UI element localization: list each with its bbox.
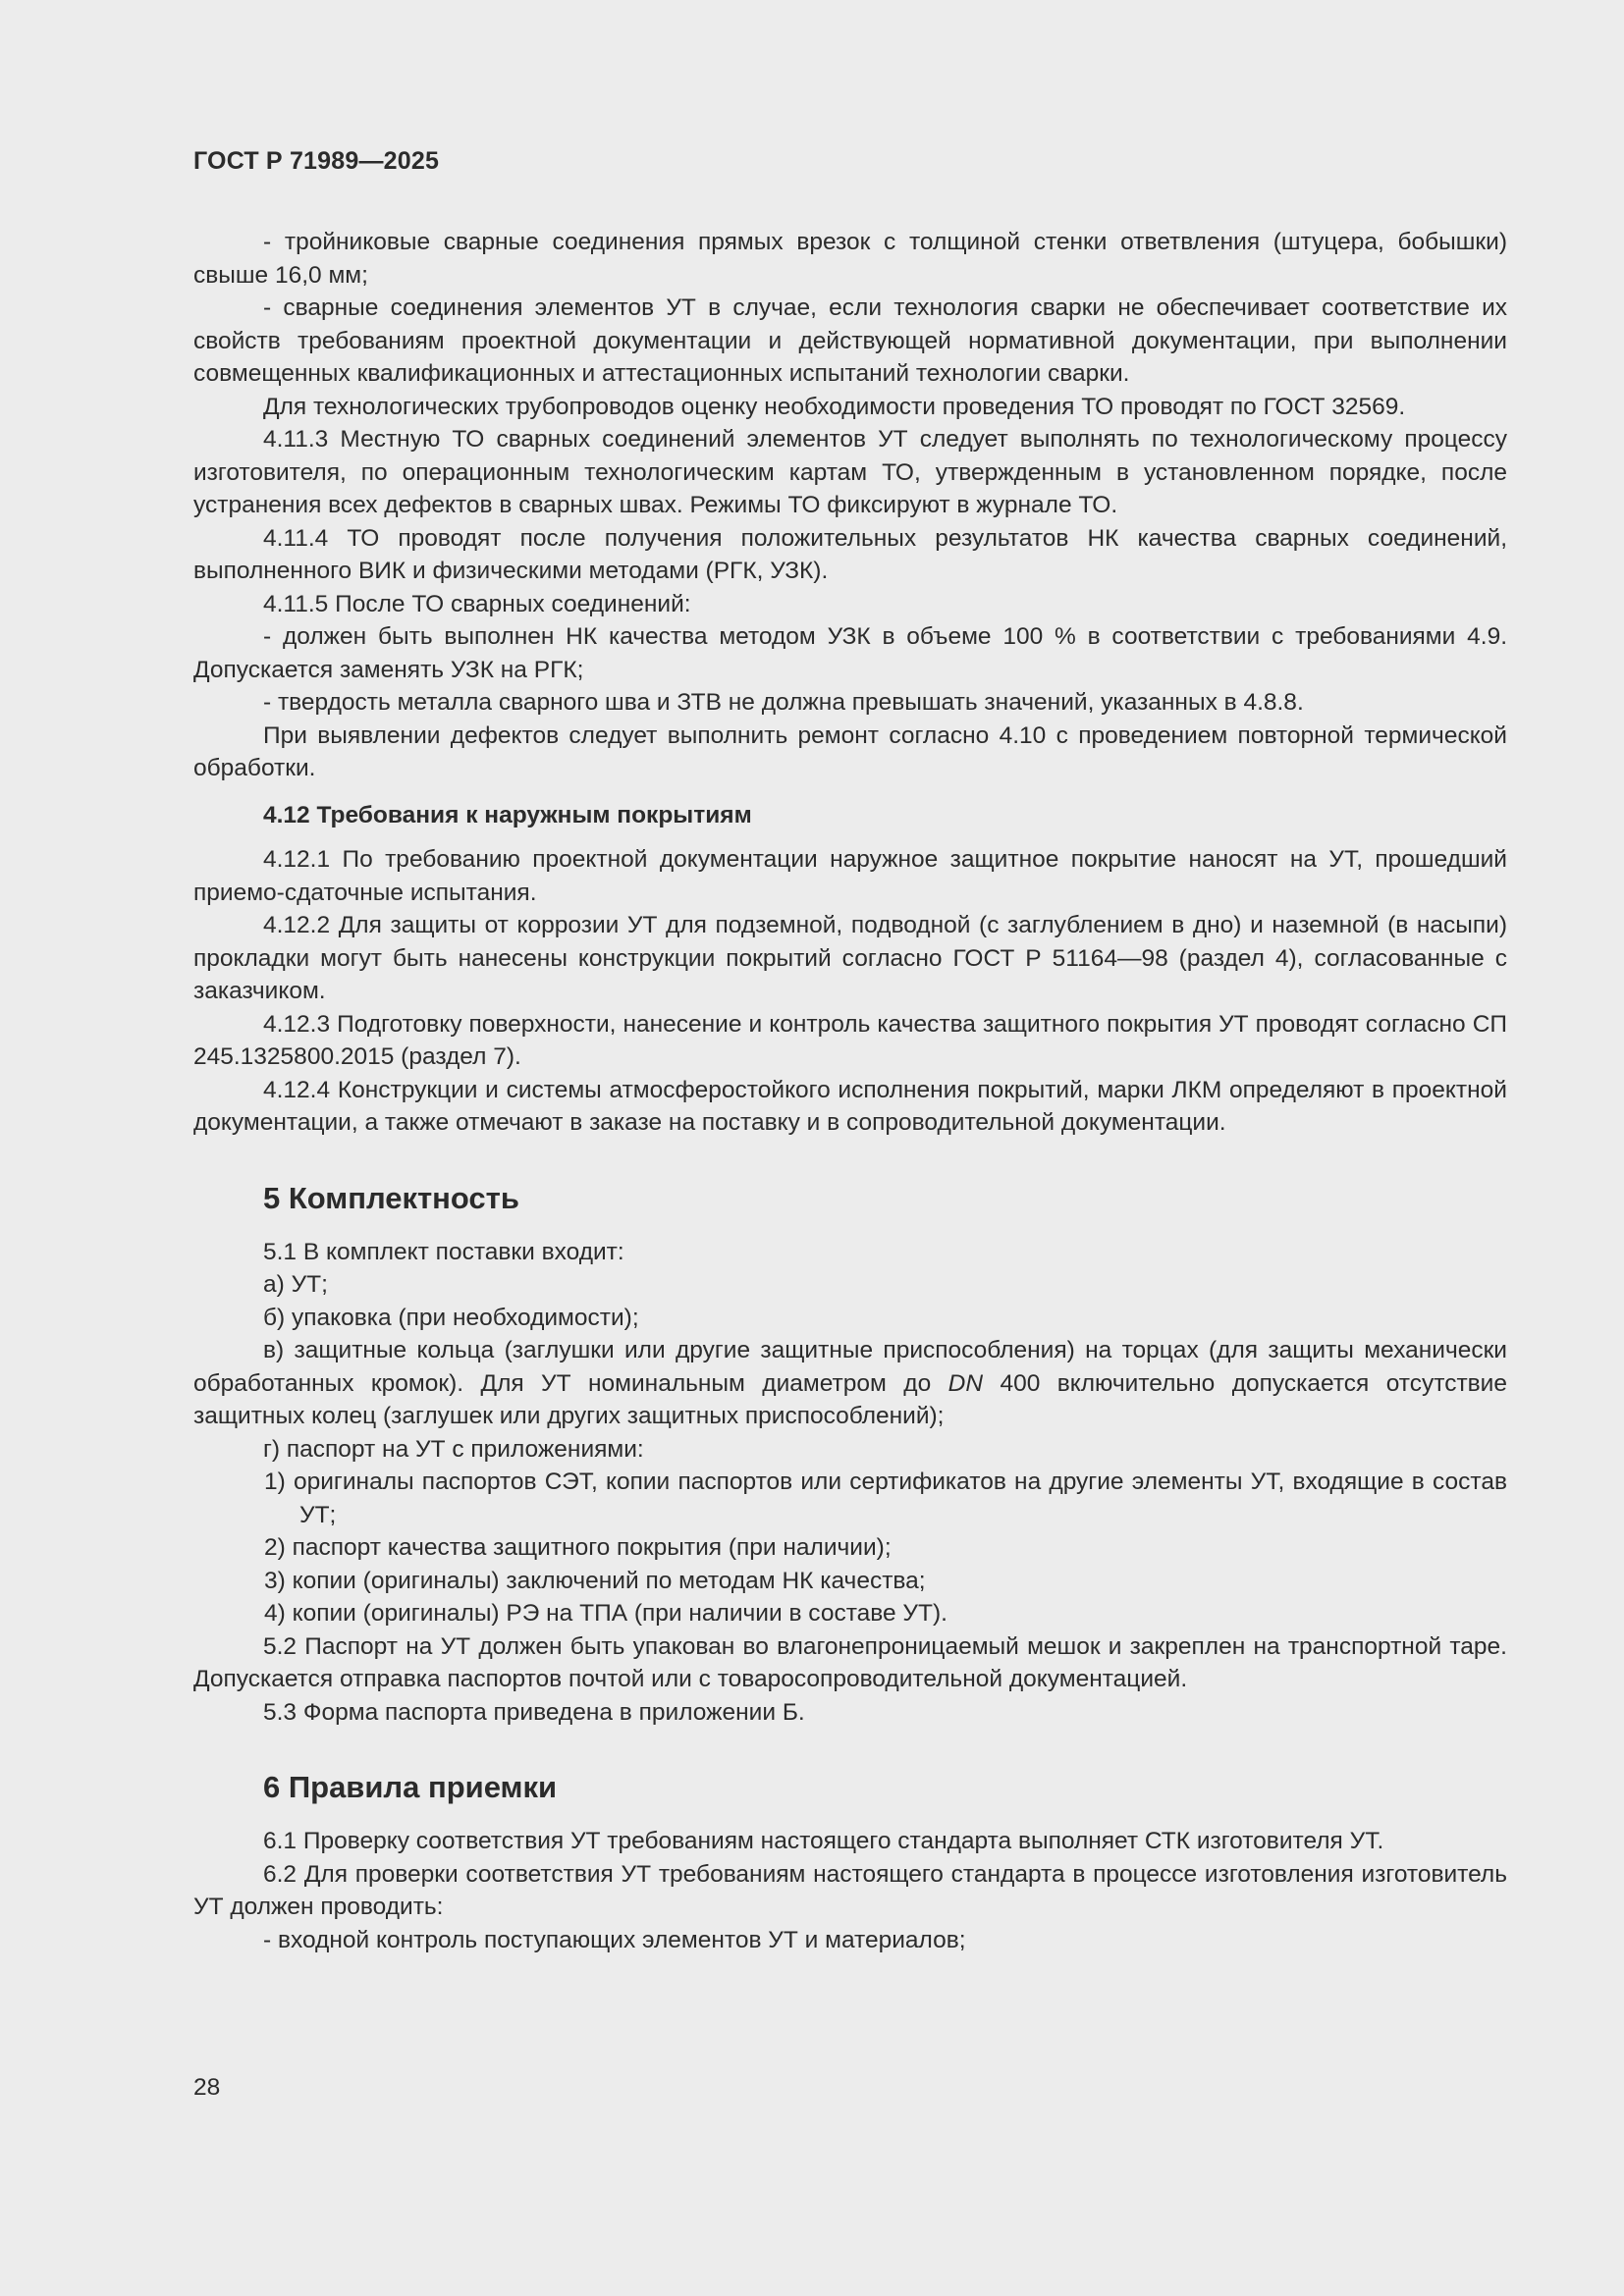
clause-5-1: 5.1 В комплект поставки входит: <box>263 1238 624 1265</box>
paragraph: - сварные соединения элементов УТ в случае, если технология сварки не обеспечивает соответствие их свойств требованиям проектной документации и действующей нормативной документации, при выполнении совмещенных квалификационных и аттестационных испытаний технологии сварки. <box>193 294 1507 387</box>
dn-symbol: DN <box>947 1369 984 1397</box>
paragraph: При выявлении дефектов следует выполнить ремонт согласно 4.10 с проведением повторной термической обработки. <box>193 721 1507 781</box>
list-item: - твердость металла сварного шва и ЗТВ не должна превышать значений, указанных в 4.8.8. <box>263 689 1304 716</box>
list-item <box>193 1334 1507 1433</box>
page-number: 28 <box>193 2074 221 2101</box>
sub-list-item: 2) паспорт качества защитного покрытия (при наличии); <box>264 1534 892 1561</box>
list-item: - входной контроль поступающих элементов УТ и материалов; <box>263 1926 966 1953</box>
section-heading-4-12: 4.12 Требования к наружным покрытиям <box>263 801 752 828</box>
paragraph: Для технологических трубопроводов оценку необходимости проведения ТО проводят по ГОСТ 32569. <box>263 393 1406 420</box>
paragraph: - тройниковые сварные соединения прямых врезок с толщиной стенки ответвления (штуцера, бобышки) свыше 16,0 мм; <box>193 229 1507 289</box>
clause-4-12-1: 4.12.1 По требованию проектной документации наружное защитное покрытие наносят на УТ, прошедший приемо-сдаточные испытания. <box>193 846 1507 906</box>
document-body <box>193 226 1507 1956</box>
clause-4-12-3: 4.12.3 Подготовку поверхности, нанесение и контроль качества защитного покрытия УТ проводят согласно СП 245.1325800.2015 (раздел 7). <box>193 1010 1507 1070</box>
clause-6-1: 6.1 Проверку соответствия УТ требованиям настоящего стандарта выполняет СТК изготовителя УТ. <box>263 1828 1384 1854</box>
sub-list-item: 3) копии (оригиналы) заключений по методам НК качества; <box>264 1567 926 1594</box>
section-heading-5: 5 Комплектность <box>263 1180 519 1215</box>
document-header: ГОСТ Р 71989—2025 <box>193 147 440 175</box>
clause-4-12-2: 4.12.2 Для защиты от коррозии УТ для подземной, подводной (с заглублением в дно) и наземной (в насыпи) прокладки могут быть нанесены конструкции покрытий согласно ГОСТ Р 51164—98 (раздел 4), согласованные с заказчиком. <box>193 912 1507 1004</box>
section-heading-6: 6 Правила приемки <box>263 1770 558 1804</box>
sub-list-item: 4) копии (оригиналы) РЭ на ТПА (при наличии в составе УТ). <box>264 1600 947 1627</box>
clause-4-11-3: 4.11.3 Местную ТО сварных соединений элементов УТ следует выполнять по технологическому процессу изготовителя, по операционным технологическим картам ТО, утвержденным в установленном порядке, после устранения всех дефектов в сварных швах. Режимы ТО фиксируют в журнале ТО. <box>193 426 1507 518</box>
clause-6-2: 6.2 Для проверки соответствия УТ требованиям настоящего стандарта в процессе изготовления изготовитель УТ должен проводить: <box>193 1860 1507 1920</box>
clause-5-2: 5.2 Паспорт на УТ должен быть упакован во влагонепроницаемый мешок и закреплен на транспортной таре. Допускается отправка паспортов почтой или с товаросопроводительной документацией. <box>193 1632 1507 1692</box>
text-run: в) защитные кольца (заглушки или другие защитные приспособления) на торцах (для защиты механически обработанных кромок). Для УТ номинальным диаметром до <box>193 1337 1507 1397</box>
list-item: - должен быть выполнен НК качества методом УЗК в объеме 100 % в соответствии с требованиями 4.9. Допускается заменять УЗК на РГК; <box>193 623 1507 683</box>
clause-4-12-4: 4.12.4 Конструкции и системы атмосферостойкого исполнения покрытий, марки ЛКМ определяют в проектной документации, а также отмечают в заказе на поставку и в сопроводительной документации. <box>193 1076 1507 1136</box>
list-item: а) УТ; <box>263 1271 328 1298</box>
clause-4-11-4: 4.11.4 ТО проводят после получения положительных результатов НК качества сварных соединений, выполненного ВИК и физическими методами (РГК, УЗК). <box>193 524 1507 584</box>
text-run: 400 включительно допускается отсутствие защитных колец (заглушек или других защитных приспособлений); <box>193 1369 1507 1429</box>
sub-list-item: 1) оригиналы паспортов СЭТ, копии паспортов или сертификатов на другие элементы УТ, входящие в состав УТ; <box>264 1468 1507 1528</box>
list-item: б) упаковка (при необходимости); <box>263 1304 639 1331</box>
list-item: г) паспорт на УТ с приложениями: <box>263 1435 644 1463</box>
clause-4-11-5: 4.11.5 После ТО сварных соединений: <box>263 590 691 617</box>
clause-5-3: 5.3 Форма паспорта приведена в приложении Б. <box>263 1698 805 1726</box>
